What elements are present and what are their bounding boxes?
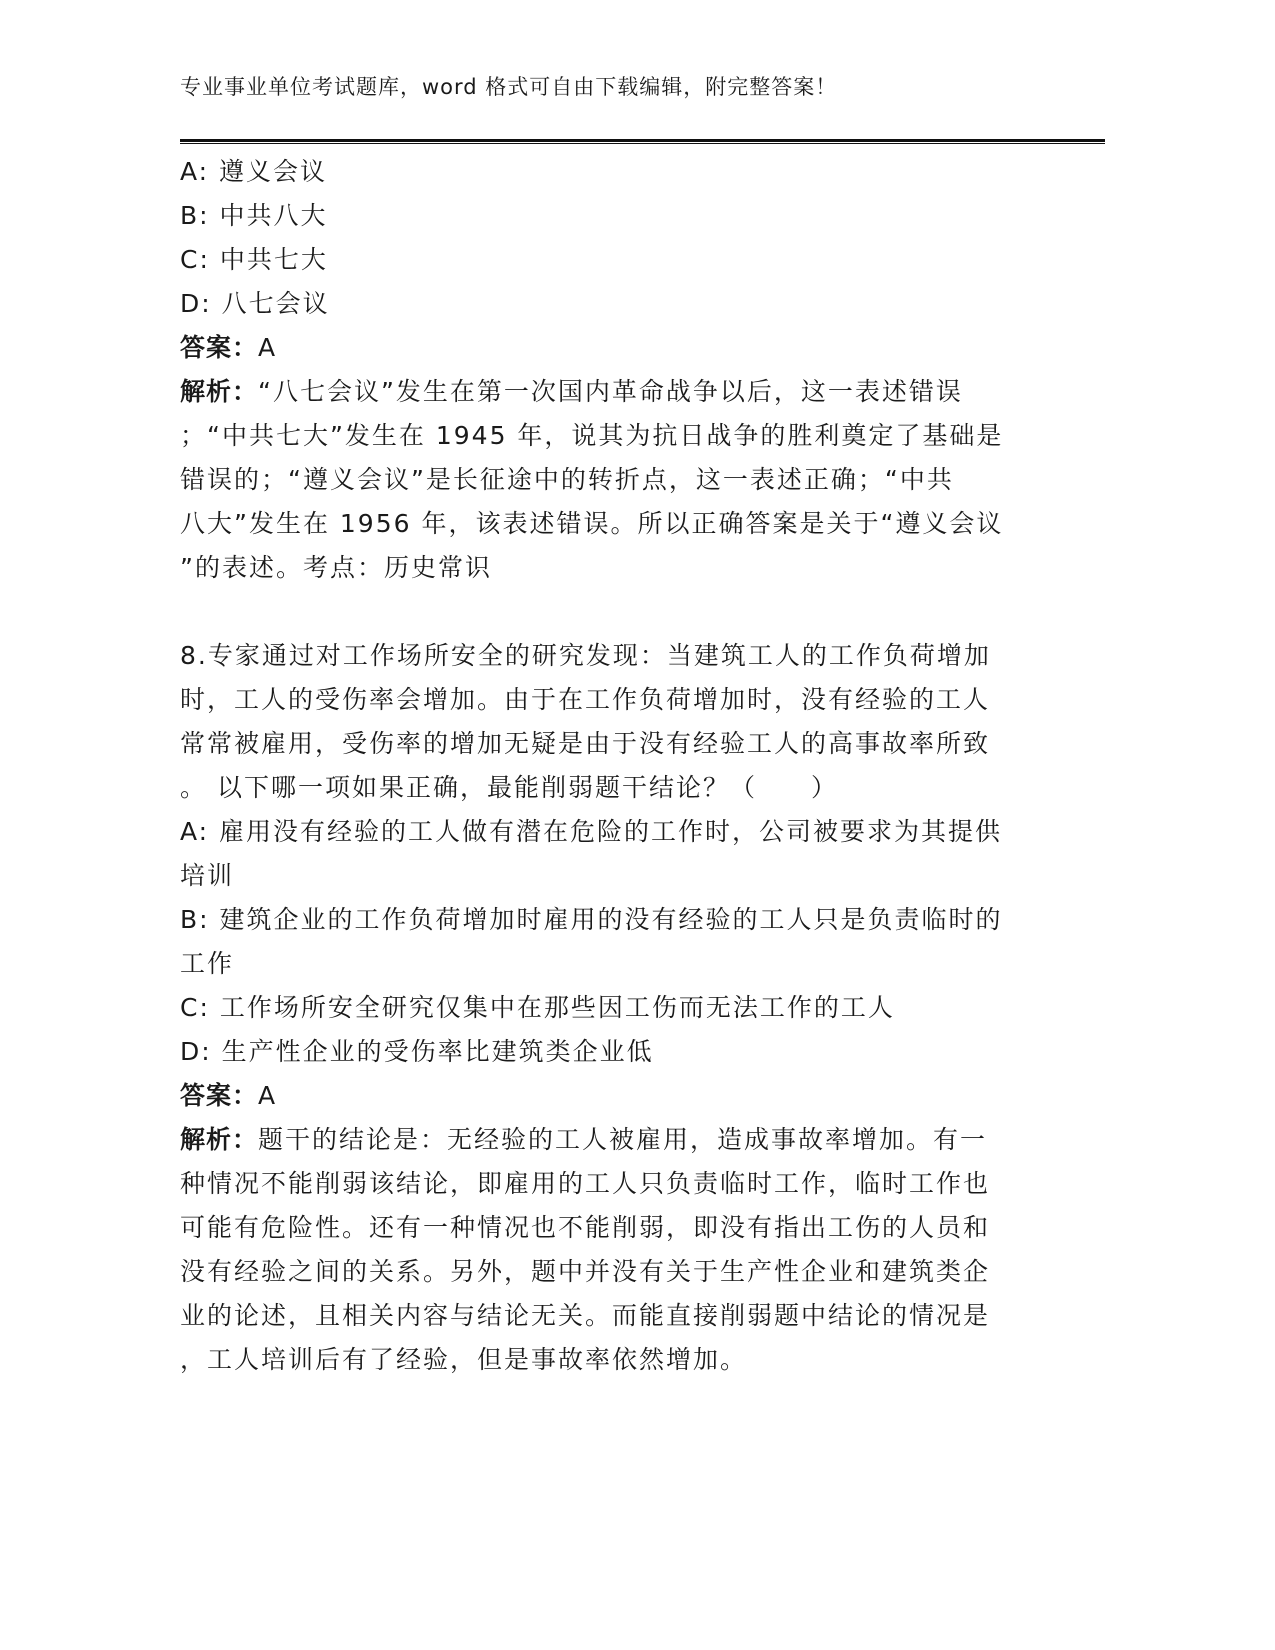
q8-analysis-label: 解析：: [180, 1125, 259, 1154]
q7-options: [180, 150, 1050, 326]
q7-option-c: C: 中共七大: [180, 245, 328, 274]
q8-answer: [180, 1074, 1050, 1118]
q8-analysis-line: 种情况不能削弱该结论，即雇用的工人只负责临时工作，临时工作也: [180, 1169, 991, 1198]
q8-option-b-cont: 工作: [180, 949, 235, 978]
q7-analysis-text: “八七会议”发生在第一次国内革命战争以后，这一表述错误: [258, 377, 963, 406]
q7-analysis-line: ”的表述。考点：历史常识: [180, 553, 492, 582]
q7-analysis-line: 错误的；“遵义会议”是长征途中的转折点，这一表述正确；“中共: [180, 465, 954, 494]
q7-analysis-line: [180, 370, 1050, 414]
q7-analysis-line: ；“中共七大”发生在 1945 年，说其为抗日战争的胜利奠定了基础是: [180, 421, 1004, 450]
q8-stem-line: 常常被雇用，受伤率的增加无疑是由于没有经验工人的高事故率所致: [180, 729, 991, 758]
q8-analysis-line: [180, 1118, 1050, 1162]
q7-analysis: [180, 370, 1050, 590]
q8-option-d: D: 生产性企业的受伤率比建筑类企业低: [180, 1037, 654, 1066]
q7-answer: [180, 326, 1050, 370]
q7-option-b: B: 中共八大: [180, 201, 328, 230]
q8-analysis-line: 业的论述，且相关内容与结论无关。而能直接削弱题中结论的情况是: [180, 1301, 991, 1330]
q8-analysis: [180, 1118, 1050, 1382]
header-divider: [180, 139, 1105, 144]
q8-answer-label: 答案：: [180, 1081, 259, 1110]
q7-option-a: A: 遵义会议: [180, 157, 328, 186]
q8-options: [180, 810, 1050, 1074]
q8-option-b: B: 建筑企业的工作负荷增加时雇用的没有经验的工人只是负责临时的: [180, 905, 1003, 934]
q8-analysis-line: ，工人培训后有了经验，但是事故率依然增加。: [180, 1345, 748, 1374]
q8-analysis-line: 没有经验之间的关系。另外，题中并没有关于生产性企业和建筑类企: [180, 1257, 991, 1286]
q8-analysis-text: 题干的结论是：无经验的工人被雇用，造成事故率增加。有一: [258, 1125, 988, 1154]
q7-option-d: D: 八七会议: [180, 289, 330, 318]
q8-answer-value: A: [258, 1081, 278, 1110]
q7-answer-value: A: [258, 333, 278, 362]
q7-analysis-label: 解析：: [180, 377, 259, 406]
page-header: 专业事业单位考试题库，word 格式可自由下载编辑，附完整答案！: [180, 75, 838, 99]
q8-option-c: C: 工作场所安全研究仅集中在那些因工伤而无法工作的工人: [180, 993, 895, 1022]
spacer: [180, 590, 1050, 634]
q8-stem-line: 。 以下哪一项如果正确，最能削弱题干结论？（ ）: [180, 773, 838, 802]
q8-option-a: A: 雇用没有经验的工人做有潜在危险的工作时，公司被要求为其提供: [180, 817, 1003, 846]
document-body: [180, 150, 1050, 1382]
q8-stem: [180, 634, 1050, 810]
q7-answer-label: 答案：: [180, 333, 259, 362]
q8-analysis-line: 可能有危险性。还有一种情况也不能削弱，即没有指出工伤的人员和: [180, 1213, 991, 1242]
q8-stem-line: 8.专家通过对工作场所安全的研究发现：当建筑工人的工作负荷增加: [180, 641, 991, 670]
q7-analysis-line: 八大”发生在 1956 年，该表述错误。所以正确答案是关于“遵义会议: [180, 509, 1004, 538]
q8-option-a-cont: 培训: [180, 861, 235, 890]
q8-stem-line: 时，工人的受伤率会增加。由于在工作负荷增加时，没有经验的工人: [180, 685, 991, 714]
